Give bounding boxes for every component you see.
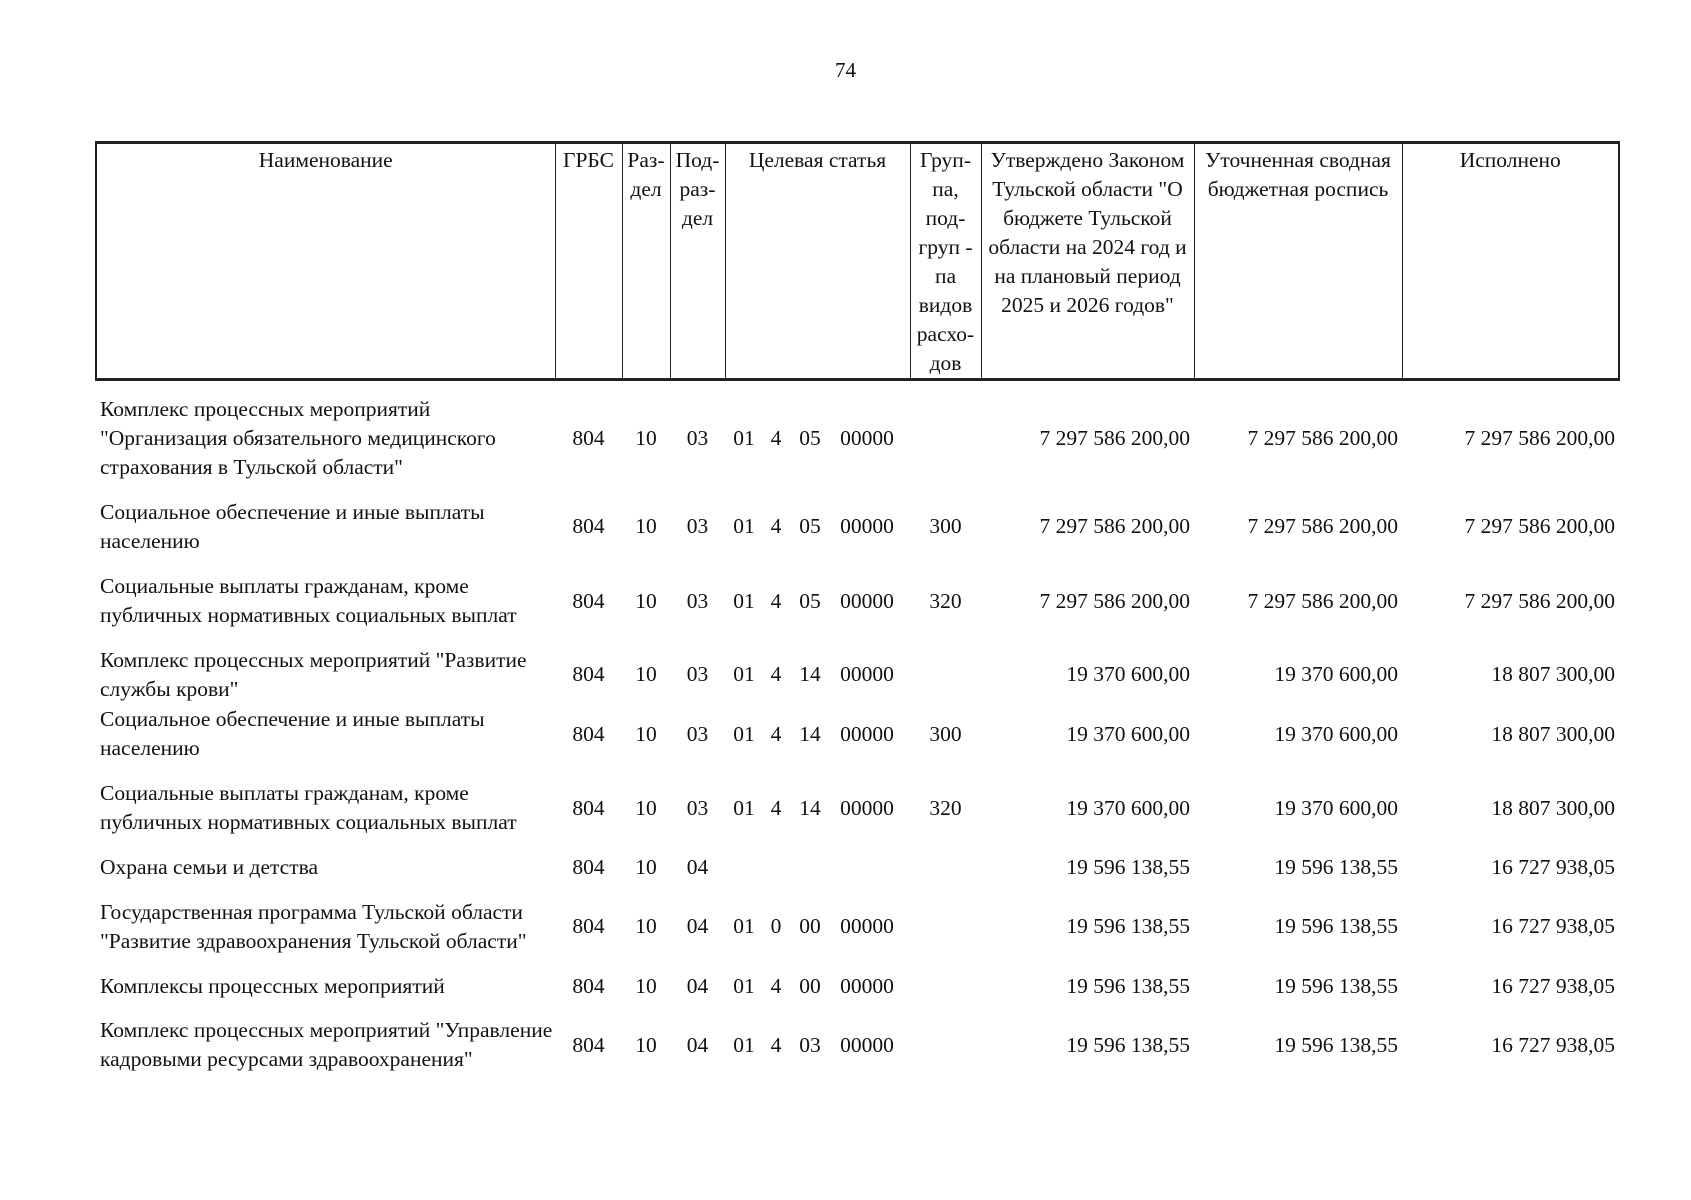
row-executed: 18 807 300,00 — [1491, 662, 1615, 686]
table-row — [96, 705, 1619, 764]
target-type: 4 — [770, 721, 782, 746]
target-type: 4 — [770, 425, 782, 450]
row-grbs: 804 — [572, 721, 605, 746]
row-target — [725, 972, 910, 1001]
table-row — [96, 853, 1619, 882]
row-approved: 19 596 138,55 — [1066, 1032, 1190, 1057]
row-group — [910, 380, 981, 496]
row-refined: 19 370 600,00 — [1274, 662, 1398, 686]
row-name: Государственная программа Тульской области "Развитие здравоохранения Тульской области" — [100, 899, 527, 953]
budget-table — [95, 141, 1620, 1090]
row-podrazdel: 04 — [686, 914, 709, 938]
row-razdel: 10 — [635, 721, 657, 746]
row-group: 320 — [929, 588, 962, 613]
header-target: Целевая статья — [725, 143, 910, 380]
row-name: Комплекс процессных мероприятий "Управление кадровыми ресурсами здравоохранения" — [100, 1018, 553, 1071]
table-row — [96, 972, 1619, 1001]
row-razdel: 10 — [635, 662, 657, 686]
row-podrazdel: 03 — [686, 795, 709, 820]
row-approved: 7 297 586 200,00 — [1039, 588, 1190, 613]
target-subprogram: 05 — [799, 514, 821, 538]
table-row — [96, 558, 1619, 645]
row-name: Комплексы процессных мероприятий — [100, 973, 445, 998]
row-approved: 7 297 586 200,00 — [1039, 425, 1190, 450]
target-program: 01 — [733, 914, 755, 938]
header-razdel: Раз-дел — [622, 143, 670, 380]
row-refined: 7 297 586 200,00 — [1247, 588, 1398, 613]
header-name: Наименование — [96, 143, 555, 380]
row-podrazdel: 04 — [686, 854, 709, 879]
table-body — [96, 380, 1619, 1090]
table-row — [96, 764, 1619, 853]
row-podrazdel: 03 — [686, 514, 709, 538]
table-row — [96, 496, 1619, 558]
row-target — [725, 645, 910, 705]
target-program: 01 — [733, 425, 755, 450]
row-approved: 19 596 138,55 — [1066, 973, 1190, 998]
target-direction: 00000 — [840, 1032, 894, 1057]
row-grbs: 804 — [572, 514, 605, 538]
header-refined: Уточненная сводная бюджетная роспись — [1194, 143, 1402, 380]
row-razdel: 10 — [635, 425, 657, 450]
header-approved: Утверждено Законом Тульской области "О бюджете Тульской области на 2024 год и на плановый период 2025 и 2026 годов" — [981, 143, 1194, 380]
row-group — [910, 1001, 981, 1090]
row-target — [725, 764, 910, 853]
row-name: Социальные выплаты гражданам, кроме публичных нормативных социальных выплат — [100, 781, 517, 834]
row-approved: 19 596 138,55 — [1066, 854, 1190, 879]
target-program: 01 — [733, 588, 755, 613]
row-name: Социальные выплаты гражданам, кроме публичных нормативных социальных выплат — [100, 574, 517, 627]
target-type: 4 — [770, 973, 782, 998]
row-target — [725, 380, 910, 496]
row-approved: 19 596 138,55 — [1066, 914, 1190, 938]
row-name: Комплекс процессных мероприятий "Организация обязательного медицинского страхования в Тульской области" — [100, 396, 496, 479]
row-approved: 7 297 586 200,00 — [1039, 514, 1190, 538]
table-row — [96, 1001, 1619, 1090]
page-number: 74 — [835, 58, 856, 82]
row-refined: 19 596 138,55 — [1274, 854, 1398, 879]
target-type: 4 — [770, 795, 782, 820]
row-razdel: 10 — [635, 1032, 657, 1057]
row-target — [725, 853, 910, 882]
row-group — [910, 972, 981, 1001]
row-target — [725, 1001, 910, 1090]
row-grbs: 804 — [572, 795, 605, 820]
row-executed: 7 297 586 200,00 — [1464, 588, 1615, 613]
target-direction: 00000 — [840, 588, 894, 613]
row-approved: 19 370 600,00 — [1066, 721, 1190, 746]
target-subprogram: 05 — [799, 588, 821, 613]
row-grbs: 804 — [572, 854, 605, 879]
row-refined: 19 596 138,55 — [1274, 914, 1398, 938]
row-group: 300 — [929, 721, 962, 746]
row-grbs: 804 — [572, 1032, 605, 1057]
target-program: 01 — [733, 721, 755, 746]
target-subprogram: 14 — [799, 795, 821, 820]
header-grbs: ГРБС — [555, 143, 622, 380]
target-subprogram: 00 — [799, 973, 821, 998]
row-refined: 19 596 138,55 — [1274, 973, 1398, 998]
row-podrazdel: 04 — [686, 973, 709, 998]
row-refined: 19 596 138,55 — [1274, 1032, 1398, 1057]
target-program: 01 — [733, 795, 755, 820]
target-direction: 00000 — [840, 914, 894, 938]
table-row — [96, 645, 1619, 705]
row-grbs: 804 — [572, 588, 605, 613]
row-approved: 19 370 600,00 — [1066, 795, 1190, 820]
target-subprogram: 00 — [799, 914, 821, 938]
table-row — [96, 882, 1619, 972]
row-approved: 19 370 600,00 — [1066, 662, 1190, 686]
row-name: Социальное обеспечение и иные выплаты населению — [100, 707, 485, 760]
row-podrazdel: 03 — [686, 588, 709, 613]
target-type: 4 — [770, 662, 782, 686]
row-grbs: 804 — [572, 973, 605, 998]
target-direction: 00000 — [840, 721, 894, 746]
row-refined: 7 297 586 200,00 — [1247, 425, 1398, 450]
row-group — [910, 853, 981, 882]
target-program: 01 — [733, 973, 755, 998]
row-name: Социальное обеспечение и иные выплаты населению — [100, 499, 485, 553]
target-subprogram: 14 — [799, 662, 821, 686]
table-header — [96, 143, 1619, 380]
row-podrazdel: 03 — [686, 721, 709, 746]
row-razdel: 10 — [635, 973, 657, 998]
row-podrazdel: 04 — [686, 1032, 709, 1057]
target-program: 01 — [733, 514, 755, 538]
row-podrazdel: 03 — [686, 662, 709, 686]
row-executed: 7 297 586 200,00 — [1464, 425, 1615, 450]
target-subprogram: 14 — [799, 721, 821, 746]
row-name: Комплекс процессных мероприятий "Развитие службы крови" — [100, 647, 527, 701]
row-razdel: 10 — [635, 514, 657, 538]
row-grbs: 804 — [572, 914, 605, 938]
row-executed: 18 807 300,00 — [1491, 721, 1615, 746]
row-executed: 16 727 938,05 — [1491, 973, 1615, 998]
row-group — [910, 882, 981, 972]
row-razdel: 10 — [635, 588, 657, 613]
row-executed: 7 297 586 200,00 — [1464, 514, 1615, 538]
row-razdel: 10 — [635, 914, 657, 938]
target-subprogram: 03 — [799, 1032, 821, 1057]
row-target — [725, 705, 910, 764]
target-subprogram: 05 — [799, 425, 821, 450]
target-type: 4 — [770, 1032, 782, 1057]
target-direction: 00000 — [840, 973, 894, 998]
row-name: Охрана семьи и детства — [100, 854, 319, 879]
header-executed: Исполнено — [1402, 143, 1619, 380]
row-executed: 16 727 938,05 — [1491, 1032, 1615, 1057]
row-executed: 16 727 938,05 — [1491, 914, 1615, 938]
row-refined: 19 370 600,00 — [1274, 795, 1398, 820]
target-program: 01 — [733, 1032, 755, 1057]
target-type: 0 — [770, 914, 782, 938]
table-row — [96, 380, 1619, 496]
target-direction: 00000 — [840, 425, 894, 450]
row-podrazdel: 03 — [686, 425, 709, 450]
row-group: 320 — [929, 795, 962, 820]
row-razdel: 10 — [635, 795, 657, 820]
row-target — [725, 496, 910, 558]
row-grbs: 804 — [572, 662, 605, 686]
row-target — [725, 882, 910, 972]
row-refined: 19 370 600,00 — [1274, 721, 1398, 746]
target-program: 01 — [733, 662, 755, 686]
row-group — [910, 645, 981, 705]
row-razdel: 10 — [635, 854, 657, 879]
target-direction: 00000 — [840, 514, 894, 538]
row-executed: 16 727 938,05 — [1491, 854, 1615, 879]
row-refined: 7 297 586 200,00 — [1247, 514, 1398, 538]
target-direction: 00000 — [840, 662, 894, 686]
row-target — [725, 558, 910, 645]
target-type: 4 — [770, 514, 782, 538]
header-podrazdel: Под-раз-дел — [670, 143, 725, 380]
target-direction: 00000 — [840, 795, 894, 820]
header-group: Груп-па, под-груп - па видов расхо-дов — [910, 143, 981, 380]
target-type: 4 — [770, 588, 782, 613]
row-grbs: 804 — [572, 425, 605, 450]
row-executed: 18 807 300,00 — [1491, 795, 1615, 820]
row-group: 300 — [929, 514, 962, 538]
